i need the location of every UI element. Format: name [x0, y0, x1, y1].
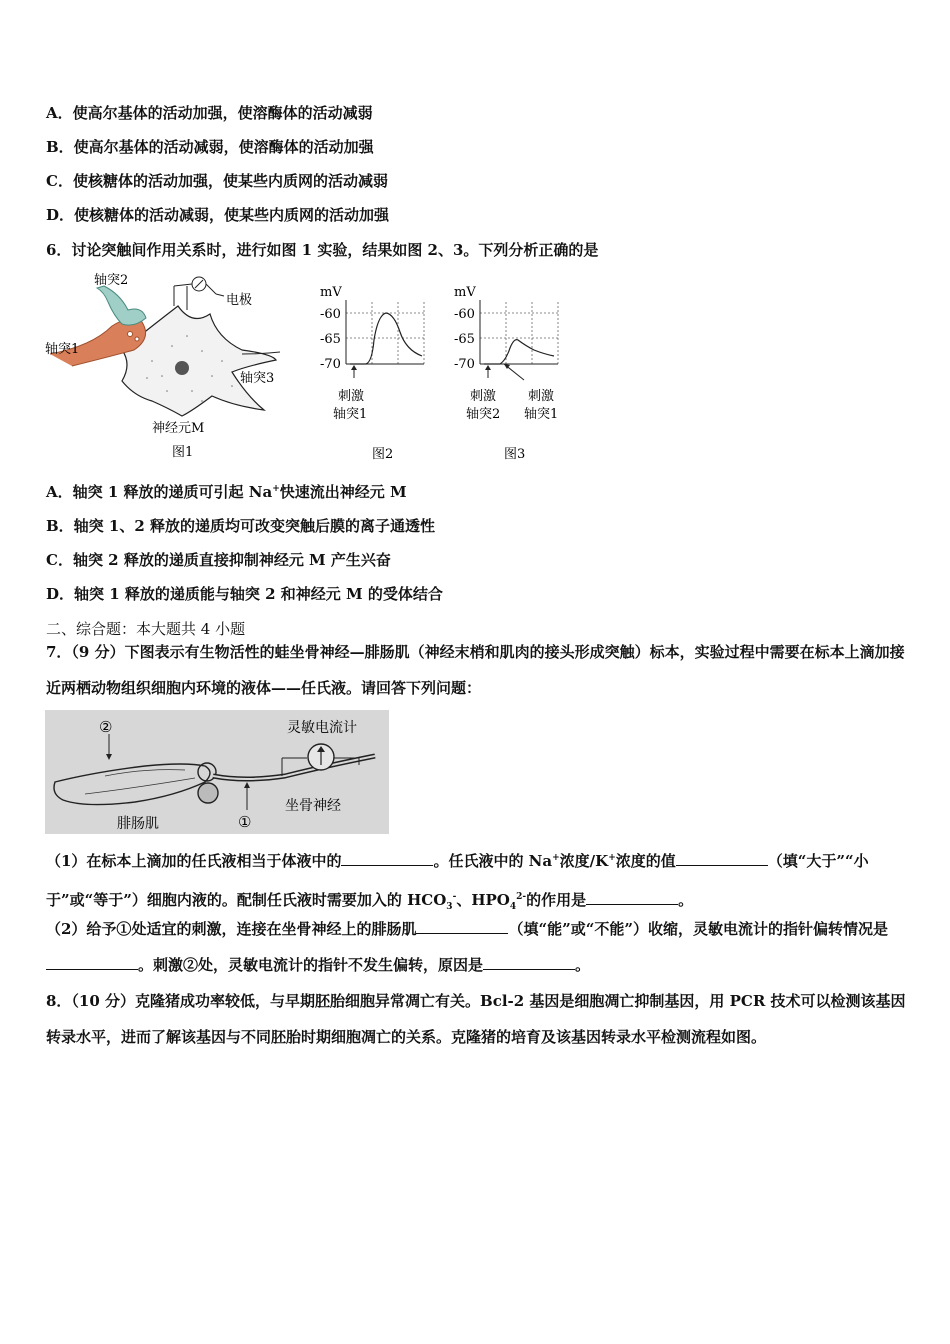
fig2-stim-2: 轴突1	[333, 407, 368, 422]
fig3-stim-a2: 轴突2	[466, 407, 501, 422]
label-electrode: 电极	[226, 293, 253, 308]
label-sciatic-nerve: 坐骨神经	[285, 798, 341, 814]
caption-fig-1: 图1	[172, 445, 194, 460]
neuron-m-body	[122, 306, 276, 416]
q7-part-1: （1）在标本上滴加的任氏液相当于体液中的 。任氏液中的 Na+浓度/K+浓度的值 （填“大于”“小于”或“等于”）细胞内液的。配制任氏液时需要加入的 $HCO_3^-$、$HPO_4^{2-}$的作用是 。	[46, 852, 869, 912]
q6-option-b: B．轴突 1、2 释放的递质均可改变突触后膜的离子通透性	[46, 517, 435, 535]
fig3-tick-70: -70	[454, 357, 475, 372]
caption-fig-3: 图3	[504, 447, 526, 462]
fig3-stim-a1: 刺激	[470, 389, 497, 404]
q6-stem: 6．讨论突触间作用关系时，进行如图 1 实验，结果如图 2、3。下列分析正确的是	[46, 241, 599, 259]
q5-option-a: A．使高尔基体的活动加强，使溶酶体的活动减弱	[46, 104, 373, 122]
q8-stem: 8．（10 分）克隆猪成功率较低，与早期胚胎细胞异常凋亡有关。Bcl-2 基因是细胞凋亡抑制基因，用 PCR 技术可以检测该基因转录水平，进而了解该基因与不同胚胎时期细胞凋亡的关系。克隆猪的培育及该基因转录水平检测流程如图。	[46, 992, 906, 1046]
q7-part-2: （2）给予①处适宜的刺激，连接在坐骨神经上的腓肠肌 （填“能”或“不能”）收缩，灵敏电流计的指针偏转情况是。刺激②处，灵敏电流计的指针不发生偏转，原因是 。	[46, 920, 888, 974]
fig2-stim-1: 刺激	[338, 389, 365, 404]
fig2-tick-70: -70	[320, 357, 341, 372]
mark-2: ②	[99, 718, 113, 736]
q5-option-d: D．使核糖体的活动减弱，使某些内质网的活动加强	[46, 206, 390, 224]
q5-option-c: C．使核糖体的活动加强，使某些内质网的活动减弱	[46, 172, 388, 190]
fig3-tick-60: -60	[454, 307, 475, 322]
q6-figure-2	[316, 280, 436, 466]
fig3-stim-b2: 轴突1	[524, 407, 559, 422]
answer-blank[interactable]	[416, 919, 508, 934]
q6-figure-3	[446, 280, 576, 466]
fig3-stim-b1: 刺激	[528, 389, 555, 404]
answer-blank[interactable]	[676, 851, 768, 866]
label-muscle: 腓肠肌	[117, 816, 159, 832]
label-axon-3: 轴突3	[240, 371, 275, 386]
label-galvanometer: 灵敏电流计	[287, 720, 357, 736]
fig3-tick-65: -65	[454, 332, 475, 347]
q6-option-c: C．轴突 2 释放的递质直接抑制神经元 M 产生兴奋	[46, 551, 391, 569]
label-axon-2: 轴突2	[94, 273, 129, 288]
caption-fig-2: 图2	[372, 447, 394, 462]
q6-figure-1	[42, 266, 292, 466]
section-2-heading: 二、综合题：本大题共 4 小题	[46, 620, 246, 638]
fig2-unit: mV	[320, 285, 342, 300]
mark-1: ①	[238, 813, 252, 831]
answer-blank[interactable]	[586, 890, 678, 905]
axon-2	[97, 286, 146, 325]
q7-stem: 7．（9 分）下图表示有生物活性的蛙坐骨神经—腓肠肌（神经末梢和肌肉的接头形成突触）标本，实验过程中需要在标本上滴加接近两栖动物组织细胞内环境的液体——任氏液。请回答下列问题：	[46, 643, 905, 697]
label-axon-1: 轴突1	[45, 342, 80, 357]
q5-option-b: B．使高尔基体的活动减弱，使溶酶体的活动加强	[46, 138, 374, 156]
answer-blank[interactable]	[483, 955, 575, 970]
label-neuron-m: 神经元M	[152, 421, 205, 436]
fig2-tick-65: -65	[320, 332, 341, 347]
fig3-unit: mV	[454, 285, 476, 300]
fig3-curve	[484, 340, 554, 364]
fig2-curve	[350, 313, 422, 364]
q7-figure	[45, 710, 389, 834]
nucleus	[175, 361, 189, 375]
fig2-tick-60: -60	[320, 307, 341, 322]
q6-option-a: A．轴突 1 释放的递质可引起 Na+快速流出神经元 M	[46, 483, 407, 501]
answer-blank[interactable]	[341, 851, 433, 866]
answer-blank[interactable]	[46, 955, 138, 970]
q6-option-d: D．轴突 1 释放的递质能与轴突 2 和神经元 M 的受体结合	[46, 585, 443, 603]
